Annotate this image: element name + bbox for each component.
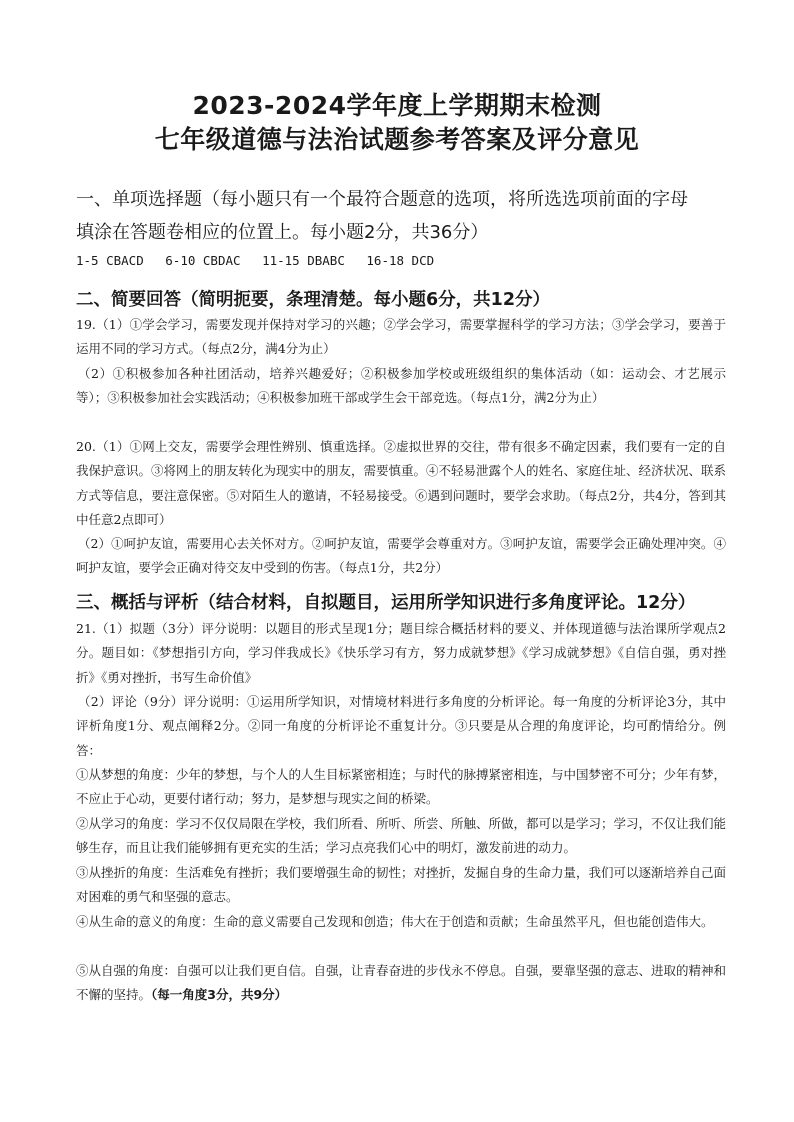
answer-group-1: 1-5 CBACD <box>76 253 144 268</box>
angle-learning: ②从学习的角度：学习不仅仅局限在学校，我们所看、所听、所尝、所触、所做，都可以是学习；学习，不仅让我们能够生存，而且让我们能够拥有更充实的生活；学习点亮我们心中的明灯，激发前进的动力。 <box>76 816 727 856</box>
q21-part2: （2）评论（9分）评分说明：①运用所学知识，对情境材料进行多角度的分析评论。每一角度的分析评论3分，其中评析角度1分、观点阐释2分。②同一角度的分析评论不重复计分。③只要是从合理的角度评论，均可酌情给分。例答： <box>76 694 726 758</box>
q20-part1: 20.（1）①网上交友，需要学会理性辨别、慎重选择。②虚拟世界的交往，带有很多不确定因素，我们要有一定的自我保护意识。③将网上的朋友转化为现实中的朋友，需要慎重。④不轻易泄露个人的姓名、家庭住址、经济状况、联系方式等信息，要注意保密。⑤对陌生人的邀请，不轻易接受。⑥遇到问题时，要学会求助。（每点2分，共4分，答到其中任意2点即可） <box>76 439 727 527</box>
angle-meaning-of-life: ④从生命的意义的角度：生命的意义需要自己发现和创造；伟大在于创造和贡献；生命虽然平凡，但也能创造伟大。 <box>76 914 714 929</box>
angle-self-improvement <box>76 959 726 1008</box>
section1-heading: 一、单项选择题（每小题只有一个最符合题意的选项，将所选选项前面的字母 <box>76 189 688 210</box>
section3-heading: 三、概括与评析（结合材料，自拟题目，运用所学知识进行多角度评论。12分） <box>76 593 696 613</box>
angle-setback: ③从挫折的角度：生活难免有挫折；我们要增强生命的韧性；对挫折，发掘自身的生命力量，我们可以逐渐培养自己面对困难的勇气和坚强的意志。 <box>76 865 727 905</box>
q19-part1: 19.（1）①学会学习，需要发现并保持对学习的兴趣；②学会学习，需要掌握科学的学习方法；③学会学习，要善于运用不同的学习方式。（每点2分，满4分为止） <box>76 317 726 357</box>
q21-part1: 21.（1）拟题（3分）评分说明：以题目的形式呈现1分；题目综合概括材料的要义、并体现道德与法治课所学观点2分。题目如：《梦想指引方向，学习伴我成长》《快乐学习有方，努力成就梦想》《学习成就梦想》《自信自强，勇对挫折》《勇对挫折，书写生命价值》 <box>76 621 726 685</box>
angle-score-note: （每一角度3分，共9分） <box>151 987 288 1003</box>
q20-part2: （2）①呵护友谊，需要用心去关怀对方。②呵护友谊，需要学会尊重对方。③呵护友谊，需要学会正确处理冲突。④呵护友谊，要学会正确对待交友中受到的伤害。（每点1分，共2分） <box>76 536 726 576</box>
section1-heading-continued: 填涂在答题卷相应的位置上。每小题2分，共36分） <box>76 222 489 243</box>
angle-dream: ①从梦想的角度：少年的梦想，与个人的人生目标紧密相连；与时代的脉搏紧密相连，与中国梦密不可分；少年有梦，不应止于心动，更要付诸行动；努力，是梦想与现实之间的桥梁。 <box>76 767 727 807</box>
q19-part2: （2）①积极参加各种社团活动，培养兴趣爱好；②积极参加学校或班级组织的集体活动（如：运动会、才艺展示等）；③积极参加社会实践活动；④积极参加班干部或学生会干部竞选。（每点1分，满2分为止） <box>76 366 726 406</box>
answer-group-4: 16-18 DCD <box>366 253 435 268</box>
answer-group-3: 11-15 DBABC <box>262 253 345 268</box>
section2-heading: 二、简要回答（简明扼要，条理清楚。每小题6分，共12分） <box>76 290 551 310</box>
multiple-choice-answers <box>76 253 448 268</box>
document-title-line2: 七年级道德与法治试题参考答案及评分意见 <box>154 125 640 154</box>
angle-self-improvement-text: ⑤从自强的角度：自强可以让我们更自信。自强，让青春奋进的步伐永不停息。自强，要靠坚强的意志、进取的精神和不懈的坚持。 <box>76 963 727 1003</box>
document-title-line1: 2023-2024学年度上学期期末检测 <box>192 91 602 120</box>
answer-group-2: 6-10 CBDAC <box>165 253 241 268</box>
